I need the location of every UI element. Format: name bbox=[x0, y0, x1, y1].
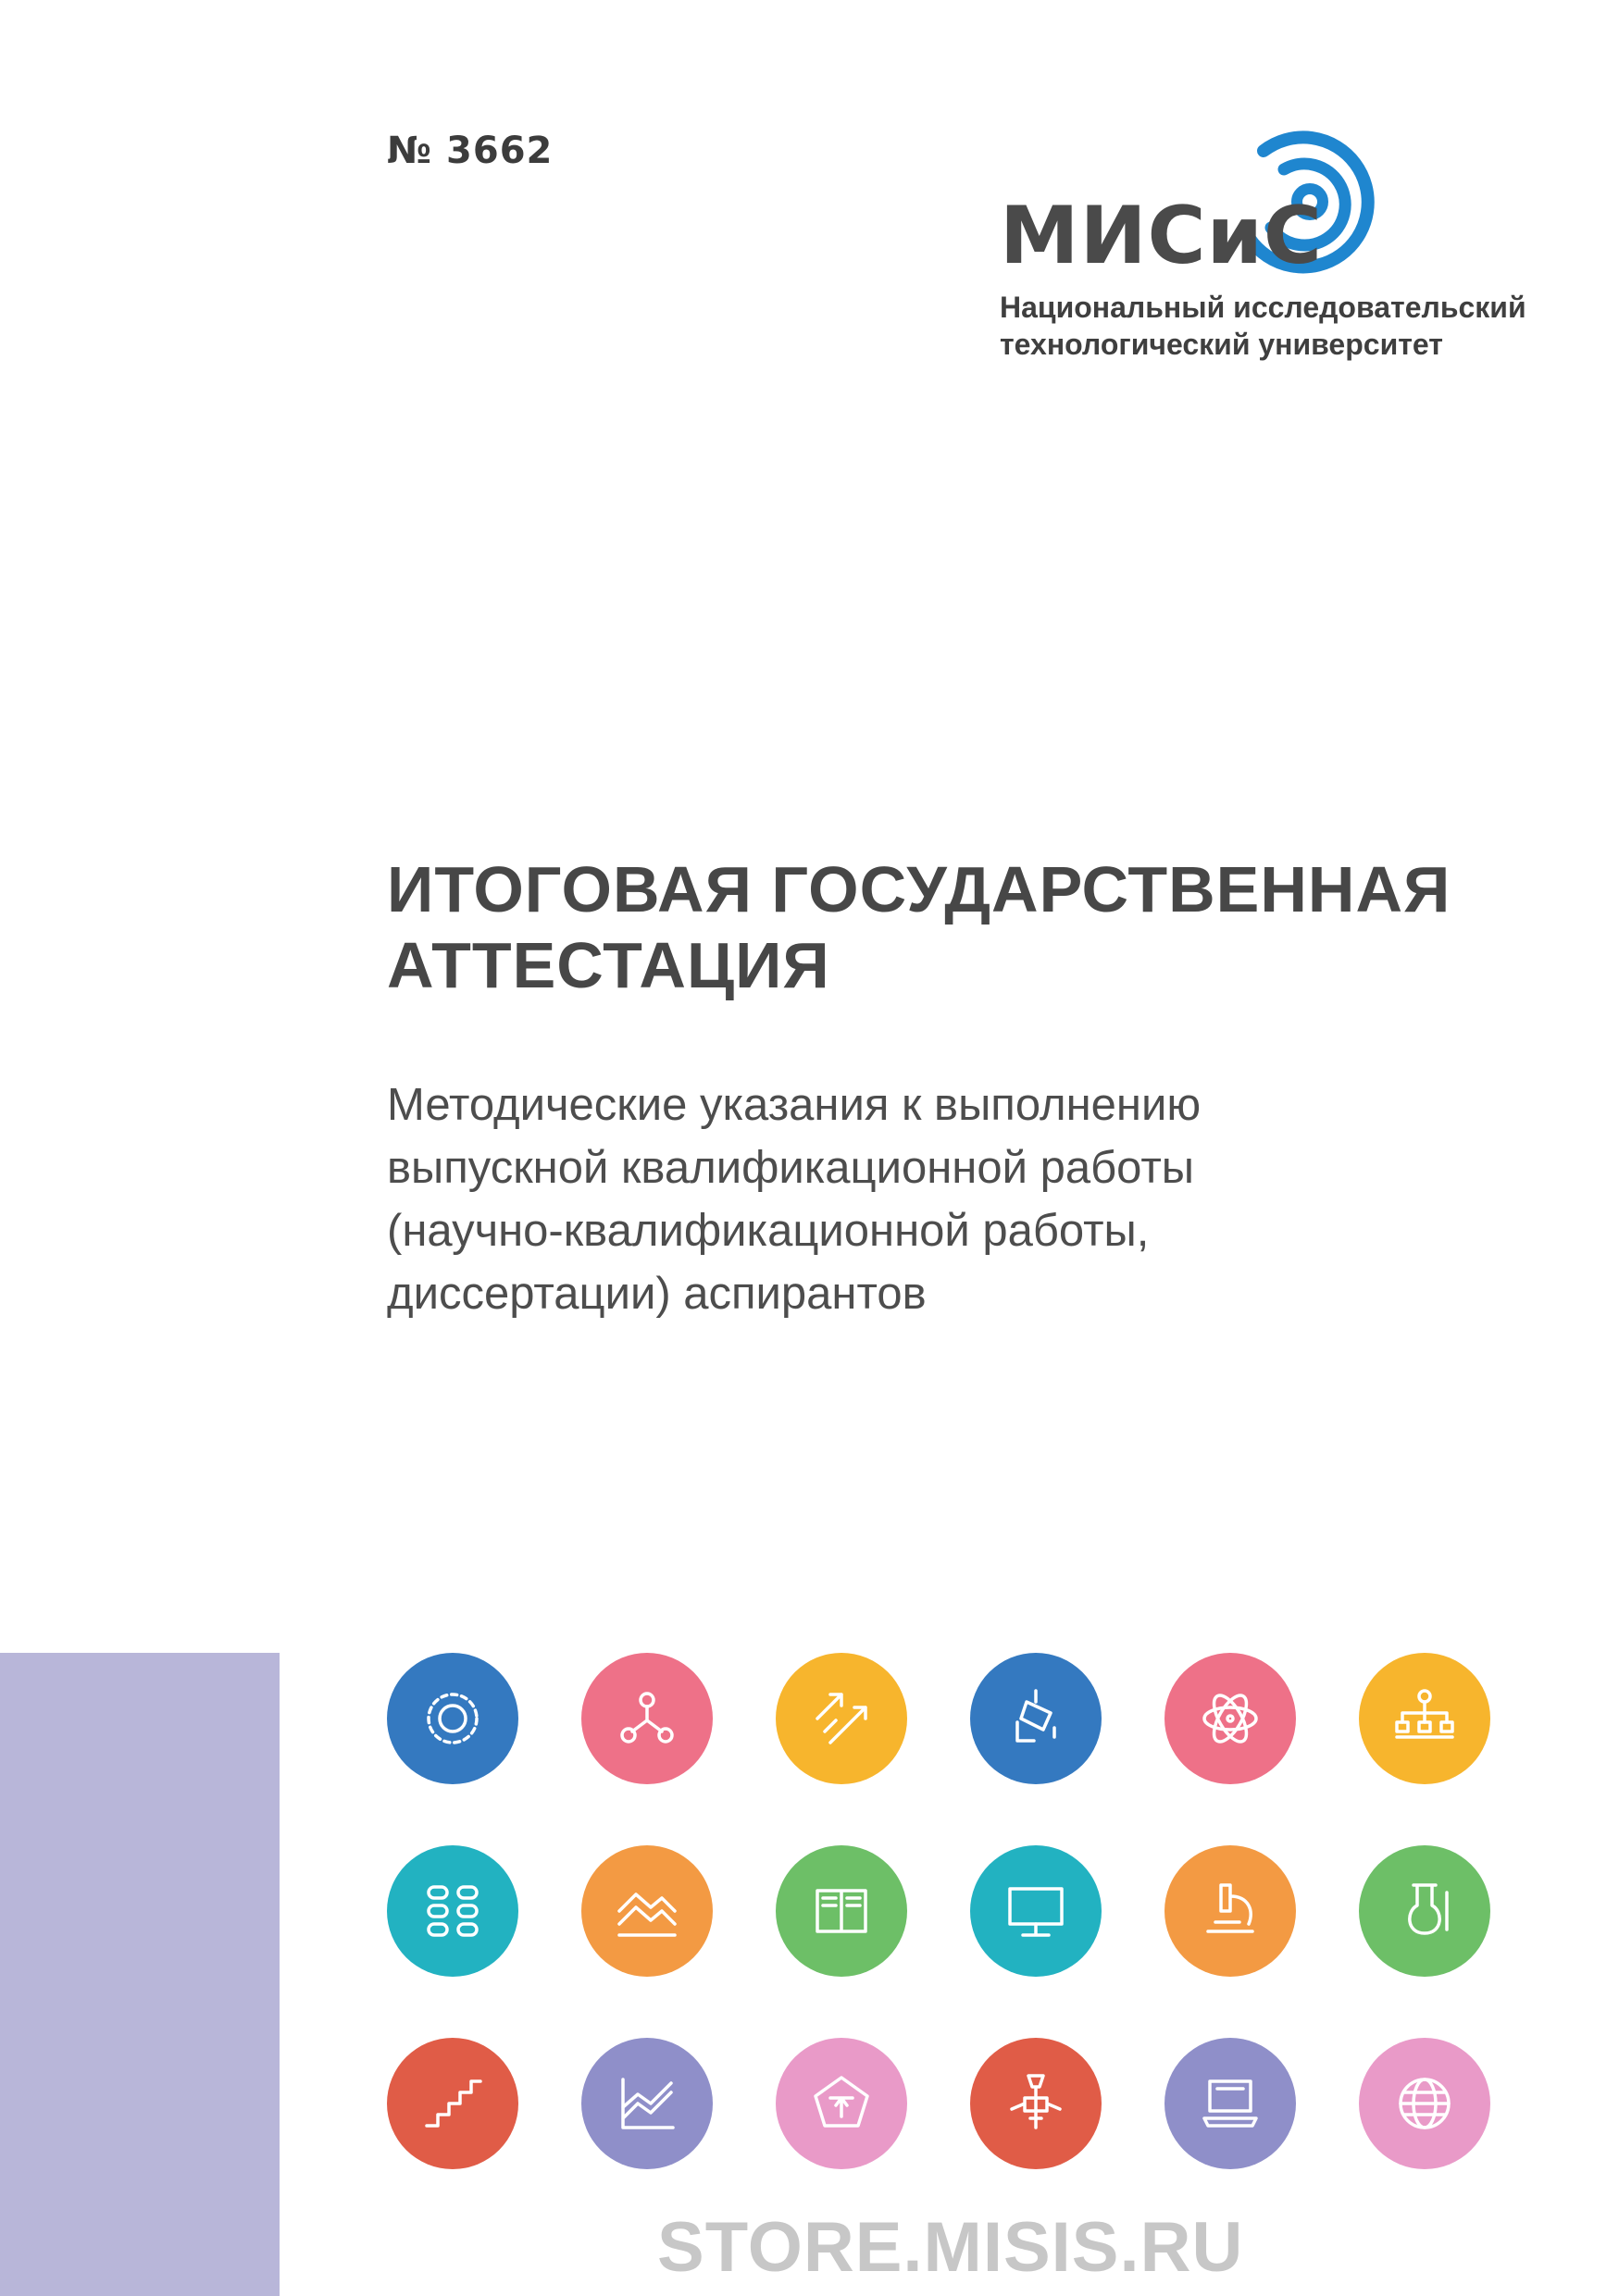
hierarchy-icon bbox=[1359, 1653, 1490, 1784]
store-url: STORE.MISIS.RU bbox=[657, 2208, 1244, 2287]
microscope-icon bbox=[1164, 1845, 1296, 1977]
molecule-icon bbox=[581, 1653, 713, 1784]
subtitle-line: выпускной квалификационной работы bbox=[387, 1143, 1194, 1193]
book-icon bbox=[776, 1845, 907, 1977]
document-title bbox=[387, 851, 1535, 1003]
title-line: ИТОГОВАЯ ГОСУДАРСТВЕННАЯ bbox=[387, 853, 1451, 925]
arrows-icon bbox=[776, 1653, 907, 1784]
chart-icon bbox=[581, 2038, 713, 2169]
atom-icon bbox=[1164, 1653, 1296, 1784]
monitor-icon bbox=[970, 1845, 1102, 1977]
title-line: АТТЕСТАЦИЯ bbox=[387, 929, 830, 1001]
ladle-icon bbox=[970, 1653, 1102, 1784]
flask-icon bbox=[1359, 1845, 1490, 1977]
grid-icon bbox=[387, 1845, 518, 1977]
gear-icon bbox=[387, 1653, 518, 1784]
issue-number: № 3662 bbox=[387, 130, 554, 172]
globe-icon bbox=[1359, 2038, 1490, 2169]
stairs-icon bbox=[387, 2038, 518, 2169]
satellite-icon bbox=[970, 2038, 1102, 2169]
logo-wordmark: МИСиС bbox=[1000, 190, 1324, 282]
subtitle-line: диссертации) аспирантов bbox=[387, 1269, 927, 1319]
document-subtitle bbox=[387, 1074, 1535, 1325]
logo-subtitle bbox=[1000, 289, 1526, 363]
mountains-icon bbox=[581, 1845, 713, 1977]
side-color-bar bbox=[0, 1653, 280, 2296]
subtitle-line: Методические указания к выполнению bbox=[387, 1080, 1202, 1130]
laptop-icon bbox=[1164, 2038, 1296, 2169]
subtitle-line: (научно-квалификационной работы, bbox=[387, 1206, 1150, 1256]
icon-grid bbox=[387, 1653, 1488, 2143]
pentagon-icon bbox=[776, 2038, 907, 2169]
logo-subtitle-line: Национальный исследовательский bbox=[1000, 291, 1526, 324]
logo-subtitle-line: технологический университет bbox=[1000, 328, 1443, 361]
